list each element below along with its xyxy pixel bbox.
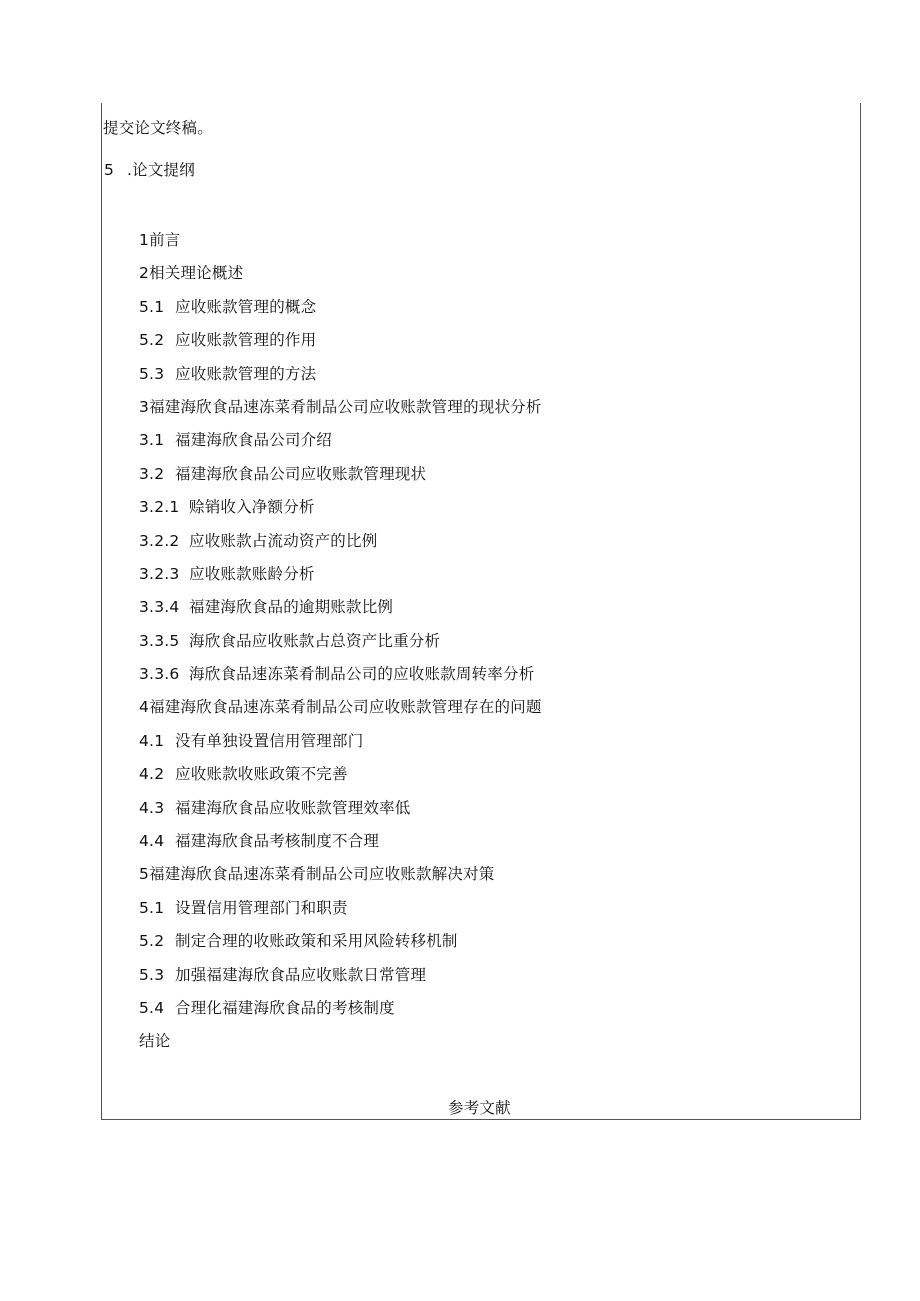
section-heading xyxy=(104,160,195,180)
references-heading: 参考文献 xyxy=(448,1099,511,1117)
outline-item-number: 5.2 xyxy=(139,932,165,951)
outline-item-text: 应收账款账龄分析 xyxy=(189,564,315,583)
outline-item-text: 没有单独设置信用管理部门 xyxy=(175,731,364,750)
outline-item-text: 福建海欣食品公司介绍 xyxy=(175,431,333,450)
outline-item-number: 3.2.2 xyxy=(139,531,180,550)
outline-item-text: 海欣食品应收账款占总资产比重分析 xyxy=(189,631,441,650)
outline-item xyxy=(139,831,542,864)
outline-item-number: 3.3.4 xyxy=(139,598,180,617)
outline-item xyxy=(139,397,542,430)
outline-item xyxy=(139,430,542,463)
outline-item-text: 制定合理的收账政策和采用风险转移机制 xyxy=(175,932,458,951)
outline-item-text: 赊销收入净额分析 xyxy=(189,498,315,517)
outline-item-text: 福建海欣食品考核制度不合理 xyxy=(175,832,380,851)
outline-item-number: 4 xyxy=(139,698,150,717)
outline-item-number: 2 xyxy=(139,264,150,283)
outline-item-text: 福建海欣食品的逾期账款比例 xyxy=(189,598,394,617)
outline-item xyxy=(139,564,542,597)
outline-item-text: 应收账款收账政策不完善 xyxy=(175,765,348,784)
outline-item-number: 4.3 xyxy=(139,798,165,817)
outline-item-number: 5.2 xyxy=(139,331,165,350)
outline-item-number: 3.2.1 xyxy=(139,498,180,517)
thesis-outline xyxy=(139,230,542,1065)
outline-item xyxy=(139,965,542,998)
outline-item xyxy=(139,998,542,1031)
outline-item xyxy=(139,864,542,897)
outline-item xyxy=(139,764,542,797)
outline-item xyxy=(139,230,542,263)
outline-item xyxy=(139,731,542,764)
outline-item-text: 福建海欣食品速冻菜肴制品公司应收账款管理存在的问题 xyxy=(149,698,542,717)
outline-item xyxy=(139,1031,542,1064)
outline-item-text: 相关理论概述 xyxy=(149,264,244,283)
section-number: 5 xyxy=(104,161,115,179)
outline-item-number: 3.3.6 xyxy=(139,665,180,684)
outline-item-number: 3 xyxy=(139,397,150,416)
outline-item-text: 福建海欣食品速冻菜肴制品公司应收账款管理的现状分析 xyxy=(149,397,542,416)
outline-item xyxy=(139,898,542,931)
outline-item-number: 5.1 xyxy=(139,297,165,316)
outline-item-number: 4.2 xyxy=(139,765,165,784)
outline-item-number: 5 xyxy=(139,865,150,884)
outline-item-number: 5.1 xyxy=(139,898,165,917)
outline-item xyxy=(139,531,542,564)
outline-item xyxy=(139,263,542,296)
outline-item-number: 5.3 xyxy=(139,965,165,984)
outline-item-number: 4.4 xyxy=(139,832,165,851)
outline-item xyxy=(139,597,542,630)
outline-item-number: 3.2 xyxy=(139,464,165,483)
outline-item xyxy=(139,464,542,497)
outline-item xyxy=(139,798,542,831)
outline-item xyxy=(139,631,542,664)
outline-item-text: 设置信用管理部门和职责 xyxy=(175,898,348,917)
outline-item-text: 福建海欣食品公司应收账款管理现状 xyxy=(175,464,427,483)
outline-item xyxy=(139,497,542,530)
intro-text: 提交论文终稿。 xyxy=(103,119,213,137)
outline-item-text: 福建海欣食品速冻菜肴制品公司应收账款解决对策 xyxy=(149,865,495,884)
outline-item xyxy=(139,364,542,397)
outline-item-text: 应收账款管理的概念 xyxy=(175,297,317,316)
outline-item-number: 4.1 xyxy=(139,731,165,750)
outline-item-text: 应收账款占流动资产的比例 xyxy=(189,531,378,550)
outline-item-number: 5.4 xyxy=(139,998,165,1017)
outline-item-number: 3.1 xyxy=(139,431,165,450)
outline-item-text: 结论 xyxy=(139,1032,171,1051)
outline-item xyxy=(139,931,542,964)
outline-item-text: 福建海欣食品应收账款管理效率低 xyxy=(175,798,411,817)
outline-item-text: 合理化福建海欣食品的考核制度 xyxy=(175,998,395,1017)
outline-item xyxy=(139,330,542,363)
outline-item-text: 海欣食品速冻菜肴制品公司的应收账款周转率分析 xyxy=(189,665,535,684)
outline-item xyxy=(139,664,542,697)
outline-item-text: 前言 xyxy=(149,231,181,249)
outline-item xyxy=(139,297,542,330)
outline-item-text: 应收账款管理的方法 xyxy=(175,364,317,383)
outline-item-text: 应收账款管理的作用 xyxy=(175,331,317,350)
outline-item-number: 5.3 xyxy=(139,364,165,383)
section-title: .论文提纲 xyxy=(127,161,195,179)
outline-item-number: 3.2.3 xyxy=(139,564,180,583)
outline-item-number: 3.3.5 xyxy=(139,631,180,650)
outline-item-text: 加强福建海欣食品应收账款日常管理 xyxy=(175,965,427,984)
outline-item-number: 1 xyxy=(139,231,150,249)
outline-item xyxy=(139,697,542,730)
